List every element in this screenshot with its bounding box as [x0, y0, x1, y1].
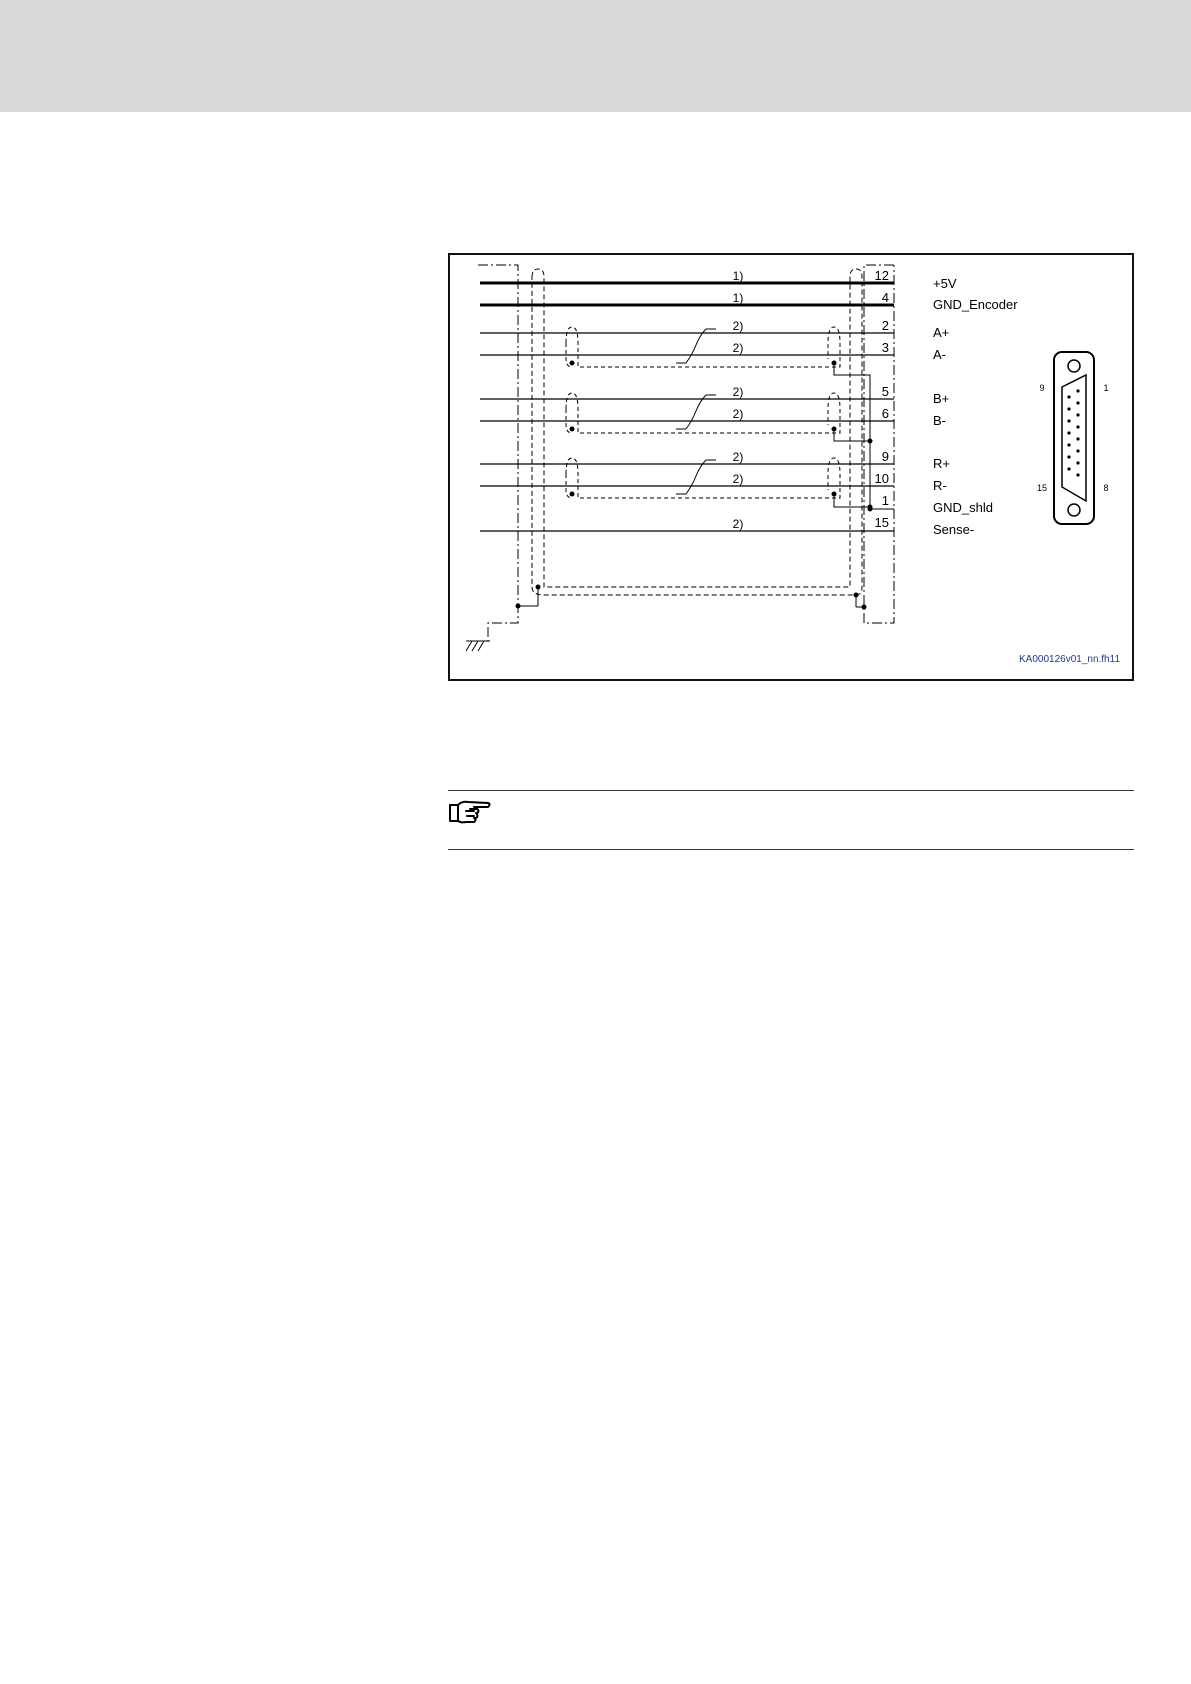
ground-symbol-tick — [466, 641, 472, 651]
drain-b — [834, 429, 870, 441]
encoder-cable-diagram — [448, 253, 1134, 681]
header-band — [0, 0, 1191, 112]
signal-name: GND_Encoder — [933, 297, 1018, 312]
footnote-label: 2) — [732, 385, 744, 399]
footnote-label: 1) — [732, 269, 744, 283]
twist-marker-a — [686, 329, 706, 363]
connector-pin-label: 9 — [1039, 383, 1045, 393]
drain-r — [834, 494, 870, 507]
drawing-id: KA000126v01_nn.fh11 — [1018, 654, 1120, 665]
footnote-label: 2) — [732, 341, 744, 355]
twist-marker-b — [686, 395, 706, 429]
signal-name: A- — [933, 347, 946, 362]
twist-marker-r — [686, 460, 706, 494]
pin-number: 12 — [874, 268, 889, 283]
pointing-hand-icon — [448, 799, 492, 825]
signal-name: B+ — [933, 391, 950, 406]
pin-number: 3 — [881, 340, 889, 355]
signal-name: Sense- — [933, 522, 975, 537]
pin-number: 1 — [881, 493, 889, 508]
pin-number: 9 — [881, 449, 889, 464]
pin-number: 10 — [874, 471, 889, 486]
footnote-label: 2) — [732, 450, 744, 464]
signal-name: R- — [933, 478, 947, 493]
dsub15-connector-icon — [1054, 352, 1094, 524]
connector-pin-label: 15 — [1036, 483, 1048, 493]
wiring-diagram-svg — [450, 255, 1132, 679]
pin-number: 5 — [881, 384, 889, 399]
left-ground-frame — [478, 265, 518, 641]
signal-name: B- — [933, 413, 946, 428]
pin-number: 2 — [881, 318, 889, 333]
note-box — [448, 790, 1134, 850]
outer-cable-shield — [532, 269, 862, 595]
signal-name: +5V — [933, 276, 957, 291]
signal-name: A+ — [933, 325, 950, 340]
connector-frame — [864, 265, 894, 623]
pin-number: 6 — [881, 406, 889, 421]
signal-name: R+ — [933, 456, 950, 471]
signal-name: GND_shld — [933, 500, 993, 515]
connector-pin-label: 8 — [1103, 483, 1109, 493]
footnote-label: 2) — [732, 407, 744, 421]
footnote-label: 2) — [732, 517, 744, 531]
footnote-label: 2) — [732, 472, 744, 486]
connector-pin-label: 1 — [1103, 383, 1109, 393]
pin-number: 4 — [881, 290, 889, 305]
footnote-label: 2) — [732, 319, 744, 333]
pin-number: 15 — [874, 515, 889, 530]
footnote-label: 1) — [732, 291, 744, 305]
